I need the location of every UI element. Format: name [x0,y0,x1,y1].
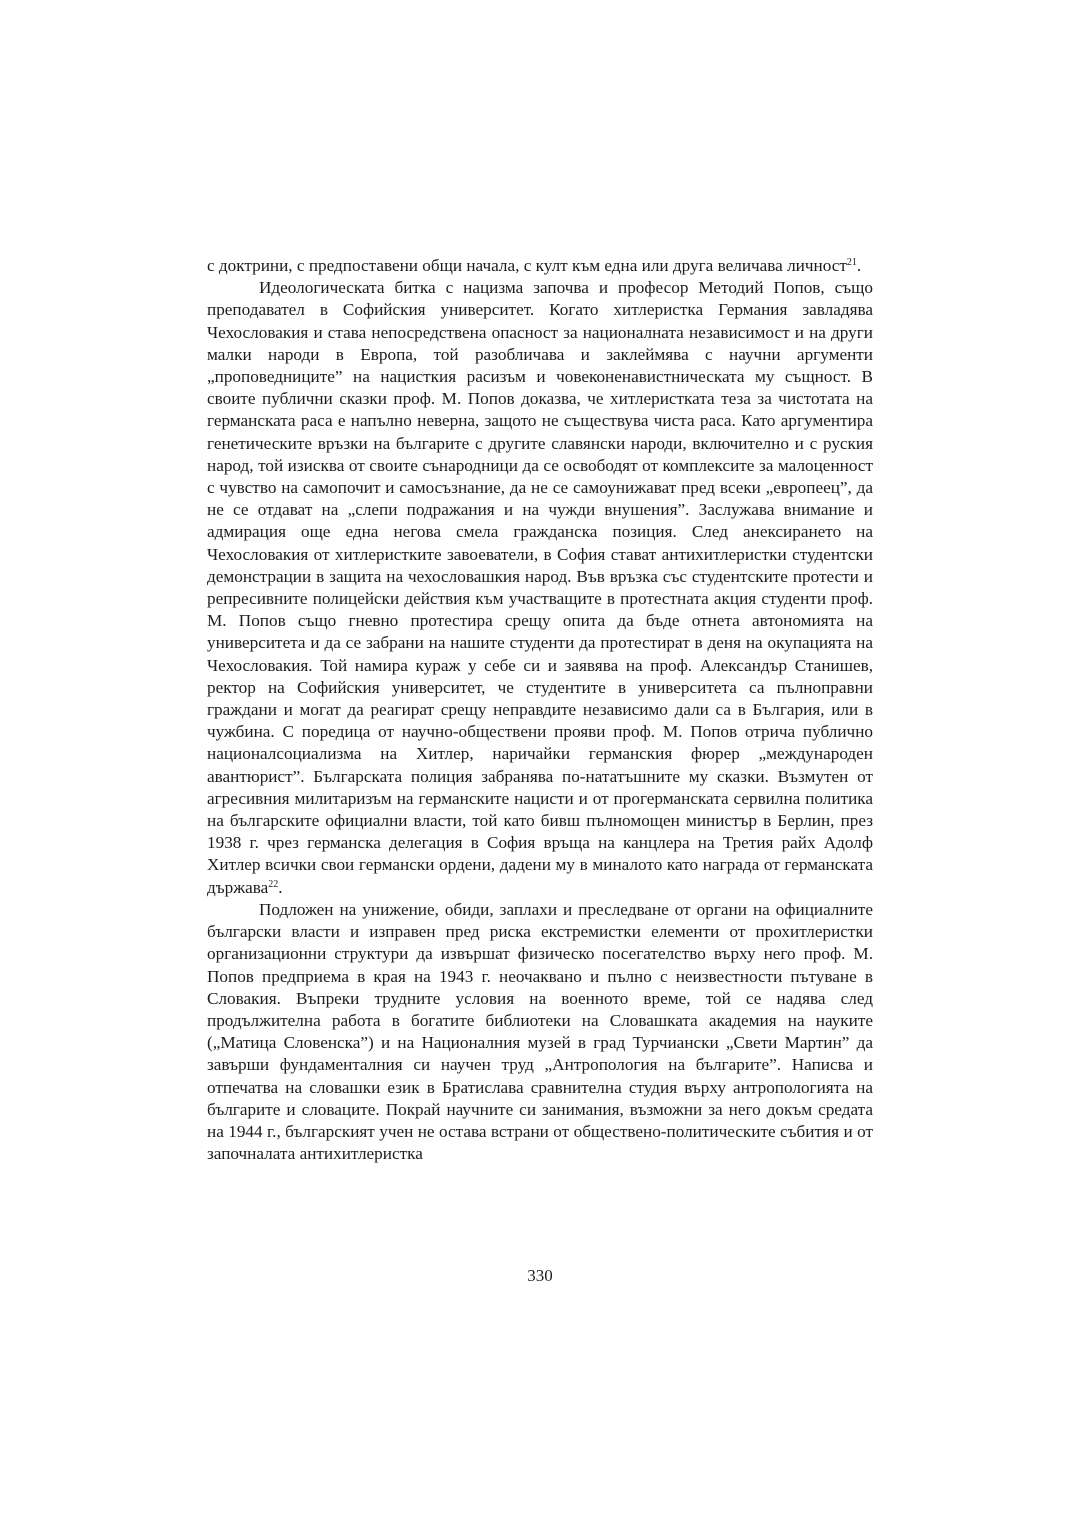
paragraph-1-end: . [856,256,862,275]
paragraph-3-text: Подложен на унижение, обиди, заплахи и преследване от органи на официалните български власти и изправен пред риска екстремистки елементи от прохитлеристки организационни структури да извършат физическо посегателство върху него проф. М. Попов предприема в края на 1943 г. неочаквано и пълно с неизвестности пътуване в Словакия. Въпреки трудните условия на военното време, той се надява след продължителна работа в богатите библиотеки на Словашката академия на науките („Матица Словенска”) и на Националния музей в град Турчиански „Свети Мартин” да завърши фундаменталния си научен труд „Антропология на българите”. Написва и отпечатва на словашки език в Братислава сравнителна студия върху антропологията на българите и словаците. Покрай научните си занимания, възможни за него докъм средата на 1944 г., българският учен не остава встрани от обществено-политическите събития и от започналата антихитлеристка [207,899,873,1164]
footnote-ref-21[interactable]: 21 [846,257,857,268]
paragraph-2 [207,277,873,899]
footnote-ref-22[interactable]: 22 [268,878,279,890]
page-number: 330 [527,1266,553,1285]
body-text [207,255,873,1165]
paragraph-1-text: с доктрини, с предпоставени общи начала, с култ към една или друга величава личност [207,256,847,275]
paragraph-2-end: . [278,877,283,897]
paragraph-2-text: Идеологическата битка с нацизма започва и професор Методий Попов, също преподавател в Софийския университет. Когато хитлеристка Германия завладява Чехословакия и става непосредствена опасност за националната независимост и на други малки народи в Европа, той разобличава и заклеймява с научни аргументи „проповедниците” на нацисткия расизъм и човеконенавистническата му същност. В своите публични сказки проф. М. Попов доказва, че хитлеристката теза за чистотата на германската раса е напълно неверна, защото не съществува чиста раса. Като аргументира генетическите връзки на българите с другите славянски народи, включително и с руския народ, той изисква от своите сънародници да се освободят от комплексите за малоценност с чувство на самопочит и самосъзнание, да не се самоунижават пред всеки „европеец”, да не се отдават на „слепи подражания и на чужди внушения”. Заслужава внимание и адмирация още една негова смела гражданска позиция. След анексирането на Чехословакия от хитлеристките завоеватели, в София стават антихитлеристки студентски демонстрации в защита на чехословашкия народ. Във връзка със студентските протести и репресивните полицейски действия към участващите в протестната акция студенти проф. М. Попов също гневно протестира срещу опита да бъде отнета автономията на университета и да се забрани на нашите студенти да протестират в деня на окупацията на Чехословакия. Той намира кураж у себе си и заявява на проф. Александър Станишев, ректор на Софийския университет, че студентите в университета са пълноправни граждани и могат да реагират срещу неправдите независимо дали са в България, или в чужбина. С поредица от научно-обществени прояви проф. М. Попов отрича публично националсоциализма на Хитлер, наричайки германския фюрер „международен авантюрист”. Българската полиция забранява по-нататъшните му сказки. Възмутен от агресивния милитаризъм на германските нацисти и от прогерманската сервилна политика на българските официални власти, той като бивш пълномощен министър в Берлин, през 1938 г. чрез германска делегация в София връща на канцлера на Третия райх Адолф Хитлер всички свои германски ордени, дадени му в миналото като награда от германската държава [207,278,873,897]
paragraph-3 [207,899,873,1165]
paragraph-1 [207,255,873,277]
